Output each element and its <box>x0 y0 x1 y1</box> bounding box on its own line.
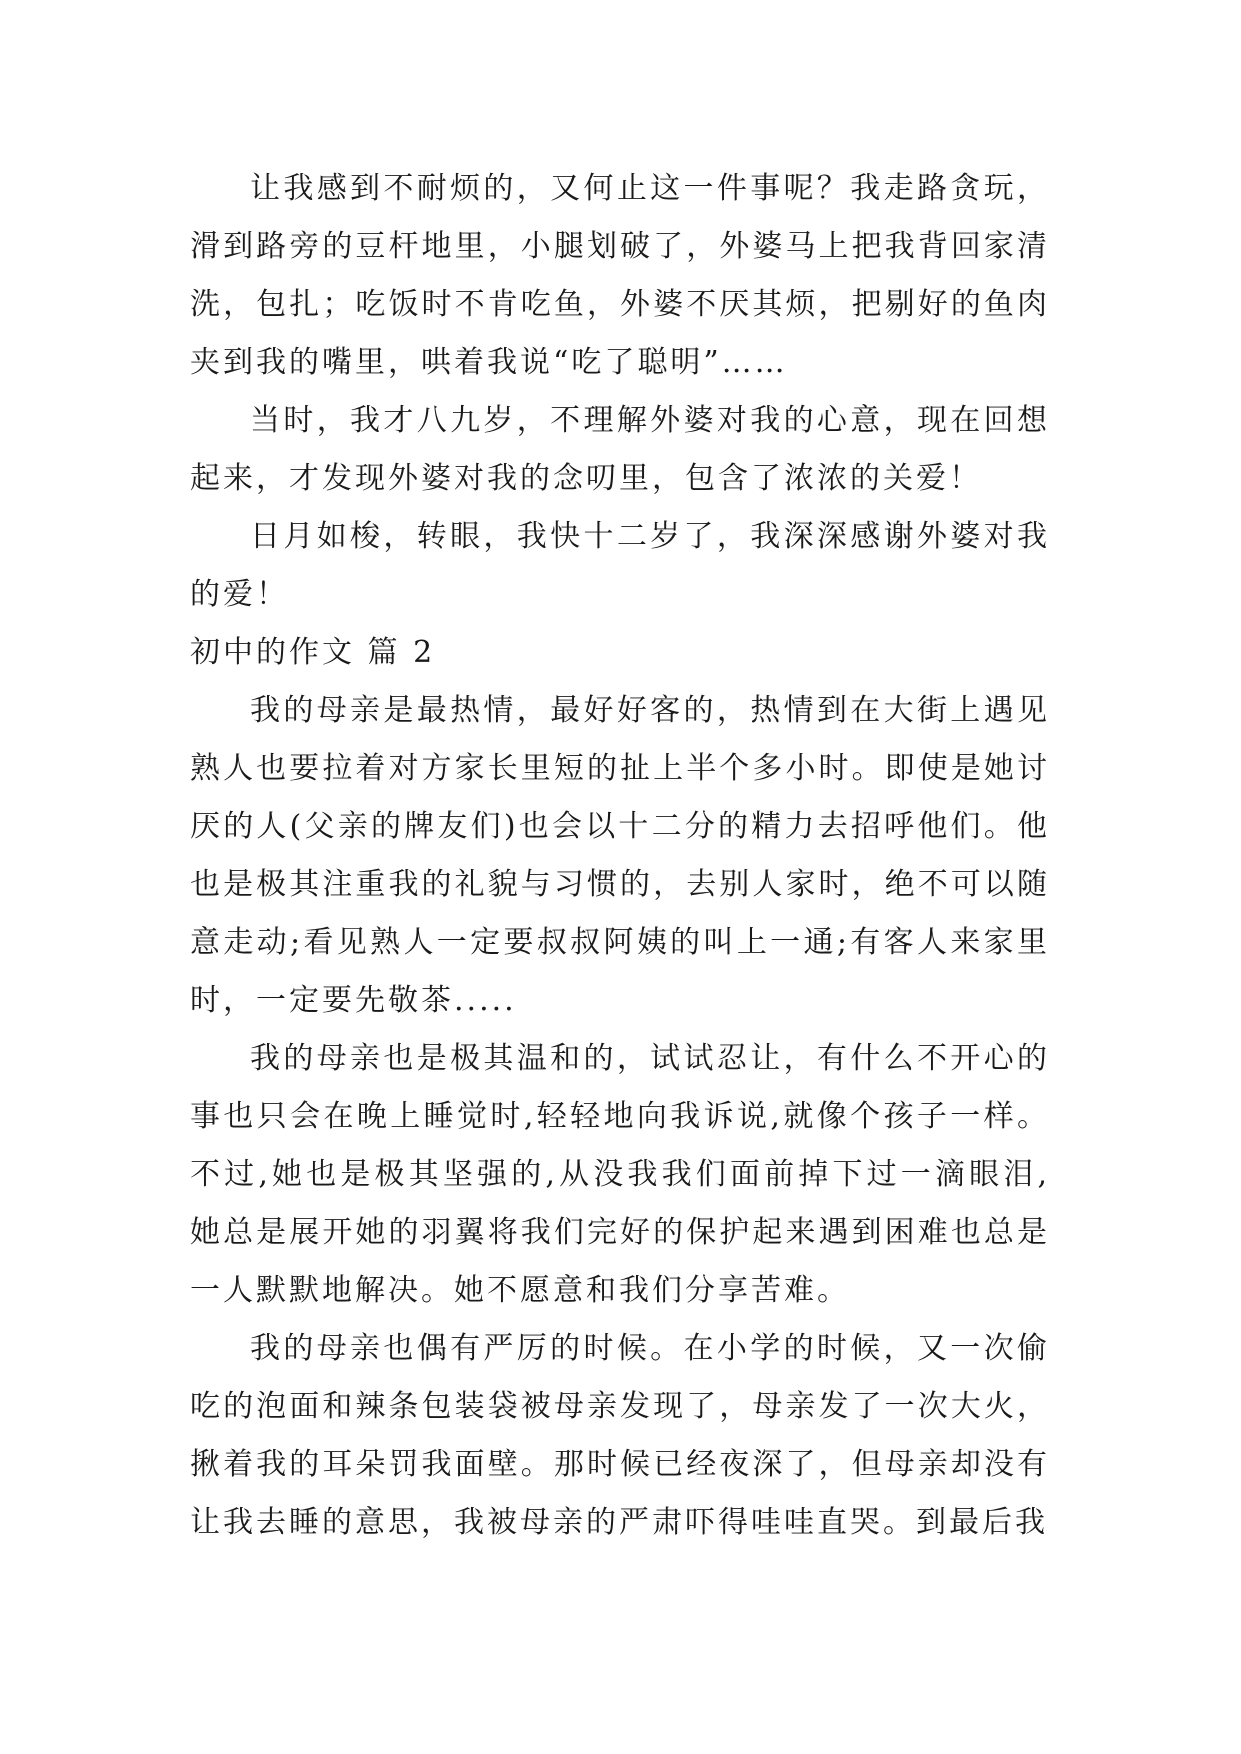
section-heading: 初中的作文 篇 2 <box>190 635 436 670</box>
paragraph: 我的母亲也是极其温和的，试试忍让，有什么不开心的事也只会在晚上睡觉时,轻轻地向我诉说,就像个孩子一样。不过,她也是极其坚强的,从没我我们面前掉下过一滴眼泪,她总是展开她的羽翼将我们完好的保护起来遇到困难也总是一人默默地解决。她不愿意和我们分享苦难。 <box>190 1041 1050 1308</box>
paragraph: 让我感到不耐烦的，又何止这一件事呢？我走路贪玩，滑到路旁的豆杆地里，小腿划破了，外婆马上把我背回家清洗，包扎；吃饭时不肯吃鱼，外婆不厌其烦，把剔好的鱼肉夹到我的嘴里，哄着我说“吃了聪明”…… <box>190 171 1050 380</box>
paragraph: 我的母亲是最热情，最好好客的，热情到在大街上遇见熟人也要拉着对方家长里短的扯上半个多小时。即使是她讨厌的人(父亲的牌友们)也会以十二分的精力去招呼他们。他也是极其注重我的礼貌与习惯的，去别人家时，绝不可以随意走动;看见熟人一定要叔叔阿姨的叫上一通;有客人来家里时，一定要先敬茶..... <box>190 693 1050 1018</box>
document-body <box>190 160 1050 1552</box>
paragraph: 日月如梭，转眼，我快十二岁了，我深深感谢外婆对我的爱！ <box>190 519 1050 612</box>
paragraph: 当时，我才八九岁，不理解外婆对我的心意，现在回想起来，才发现外婆对我的念叨里，包含了浓浓的关爱！ <box>190 403 1050 496</box>
paragraph: 我的母亲也偶有严厉的时候。在小学的时候，又一次偷吃的泡面和辣条包装袋被母亲发现了，母亲发了一次大火，揪着我的耳朵罚我面壁。那时候已经夜深了，但母亲却没有让我去睡的意思，我被母亲的严肃吓得哇哇直哭。到最后我 <box>190 1331 1050 1540</box>
